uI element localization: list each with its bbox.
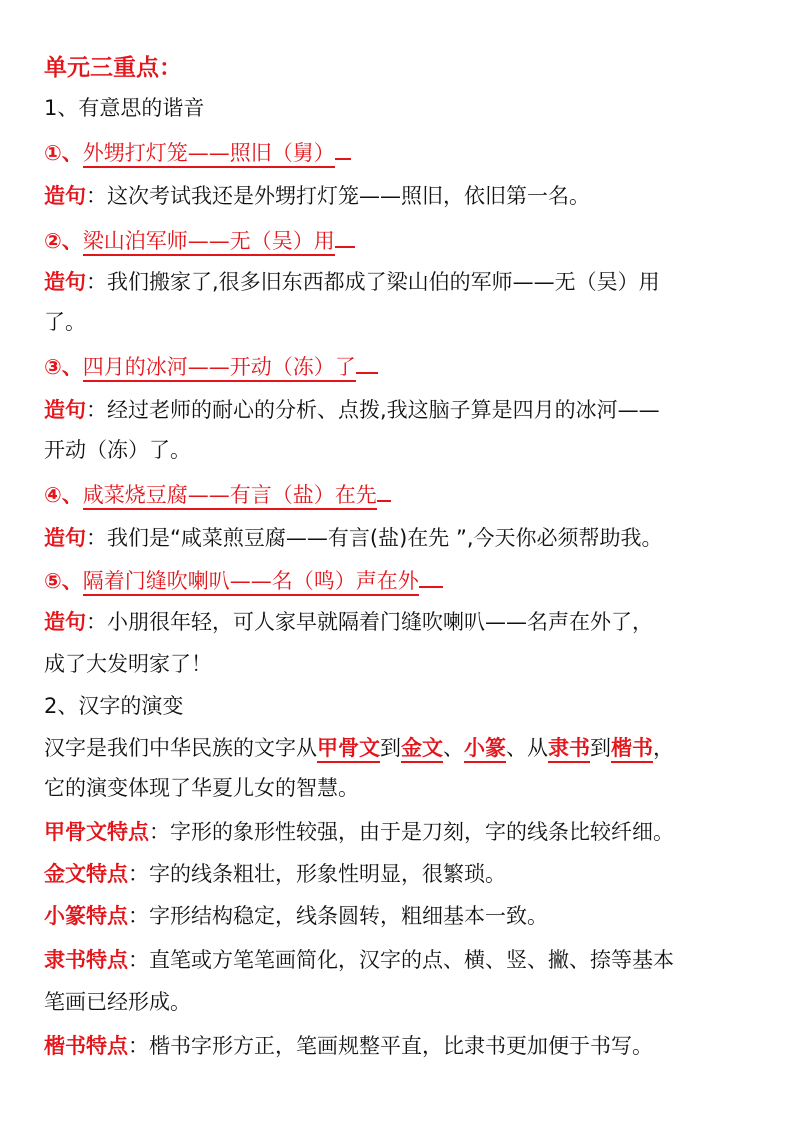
- underline-tail: [419, 564, 443, 588]
- feature-text: 字的线条粗壮，形象性明显，很繁琐。: [149, 862, 506, 886]
- sentence-text: 经过老师的耐心的分析、点拨,我这脑子算是四月的冰河——: [107, 398, 660, 422]
- script-clerical: 隶书: [548, 736, 590, 763]
- idiom-phrase: 外甥打灯笼——照旧（舅）: [83, 141, 335, 168]
- label-colon: ：: [86, 270, 107, 294]
- feature-clerical: [44, 944, 764, 976]
- feature-bronze: [44, 858, 764, 890]
- sentence-label: 造句: [44, 398, 86, 422]
- script-regular: 楷书: [611, 736, 653, 763]
- intro-text: 到: [590, 736, 611, 760]
- item-marker: ①、: [44, 141, 83, 165]
- feature-label: 楷书特点: [44, 1034, 128, 1058]
- intro-text: ，: [653, 736, 674, 760]
- idiom-item-5: [44, 564, 764, 597]
- idiom-phrase: 四月的冰河——开动（冻）了: [83, 355, 356, 382]
- sentence-label: 造句: [44, 526, 86, 550]
- sentence-text: 小朋很年轻，可人家早就隔着门缝吹喇叭——名声在外了，: [107, 610, 653, 634]
- sentence-text: 我们是“咸菜煎豆腐——有言(盐)在先 ”,今天你必须帮助我。: [107, 526, 663, 550]
- item-marker: ⑤、: [44, 569, 83, 593]
- underline-tail: [356, 350, 378, 374]
- feature-text: 字形结构稳定，线条圆转，粗细基本一致。: [149, 904, 548, 928]
- evolution-intro-cont: 它的演变体现了华夏儿女的智慧。: [44, 776, 359, 800]
- script-small-seal: 小篆: [464, 736, 506, 763]
- underline-tail: [377, 478, 391, 502]
- label-colon: ：: [86, 526, 107, 550]
- feature-text: 直笔或方笔笔画简化，汉字的点、横、竖、撇、捺等基本: [149, 948, 674, 972]
- label-colon: ：: [128, 1034, 149, 1058]
- feature-oracle-bone: [44, 816, 764, 848]
- feature-text: 楷书字形方正，笔画规整平直，比隶书更加便于书写。: [149, 1034, 653, 1058]
- feature-label: 甲骨文特点: [44, 820, 149, 844]
- label-colon: ：: [128, 862, 149, 886]
- feature-label: 隶书特点: [44, 948, 128, 972]
- feature-label: 金文特点: [44, 862, 128, 886]
- underline-tail: [335, 136, 351, 160]
- label-colon: ：: [86, 184, 107, 208]
- example-sentence-5-cont: 成了大发明家了！: [44, 652, 212, 676]
- intro-text: 、: [443, 736, 464, 760]
- item-marker: ④、: [44, 483, 83, 507]
- example-sentence-4: [44, 522, 764, 554]
- example-sentence-3-cont: 开动（冻）了。: [44, 438, 191, 462]
- item-marker: ③、: [44, 355, 83, 379]
- label-colon: ：: [86, 398, 107, 422]
- sentence-text: 我们搬家了,很多旧东西都成了梁山伯的军师——无（吴）用: [107, 270, 660, 294]
- idiom-item-3: [44, 350, 764, 383]
- sentence-label: 造句: [44, 270, 86, 294]
- idiom-item-1: [44, 136, 764, 169]
- intro-text: 汉字是我们中华民族的文字从: [44, 736, 317, 760]
- intro-text: 到: [380, 736, 401, 760]
- idiom-phrase: 隔着门缝吹喇叭——名（鸣）声在外: [83, 569, 419, 596]
- label-colon: ：: [149, 820, 170, 844]
- label-colon: ：: [128, 948, 149, 972]
- feature-clerical-cont: 笔画已经形成。: [44, 990, 191, 1014]
- evolution-intro: [44, 732, 764, 764]
- underline-tail: [335, 224, 355, 248]
- feature-label: 小篆特点: [44, 904, 128, 928]
- section-2-heading: 2、汉字的演变: [44, 694, 184, 718]
- feature-regular: [44, 1030, 764, 1062]
- section-1-heading: 1、有意思的谐音: [44, 96, 205, 120]
- idiom-item-4: [44, 478, 764, 511]
- example-sentence-2-cont: 了。: [44, 310, 86, 334]
- script-bronze: 金文: [401, 736, 443, 763]
- idiom-phrase: 梁山泊军师——无（吴）用: [83, 229, 335, 256]
- sentence-text: 这次考试我还是外甥打灯笼——照旧，依旧第一名。: [107, 184, 590, 208]
- feature-text: 字形的象形性较强，由于是刀刻，字的线条比较纤细。: [170, 820, 674, 844]
- sentence-label: 造句: [44, 184, 86, 208]
- intro-text: 、从: [506, 736, 548, 760]
- unit-title: 单元三重点：: [44, 55, 182, 81]
- label-colon: ：: [128, 904, 149, 928]
- idiom-phrase: 咸菜烧豆腐——有言（盐）在先: [83, 483, 377, 510]
- example-sentence-1: [44, 180, 764, 212]
- example-sentence-2: [44, 266, 764, 298]
- idiom-item-2: [44, 224, 764, 257]
- label-colon: ：: [86, 610, 107, 634]
- item-marker: ②、: [44, 229, 83, 253]
- script-oracle-bone: 甲骨文: [317, 736, 380, 763]
- example-sentence-3: [44, 394, 764, 426]
- sentence-label: 造句: [44, 610, 86, 634]
- feature-small-seal: [44, 900, 764, 932]
- example-sentence-5: [44, 606, 764, 638]
